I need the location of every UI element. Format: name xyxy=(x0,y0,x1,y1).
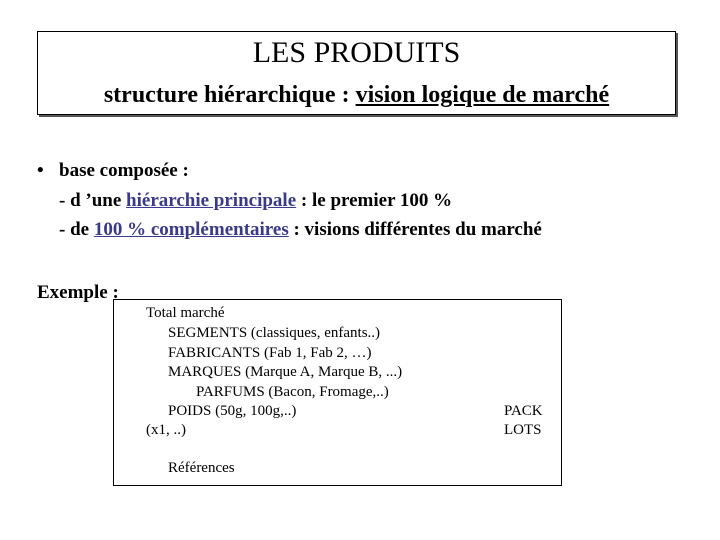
example-box xyxy=(113,299,562,486)
subtitle-prefix: structure hiérarchique : xyxy=(103,82,356,108)
complementaires-link[interactable]: 100 % complémentaires xyxy=(93,219,289,240)
line2-prefix: - de xyxy=(59,219,94,240)
title-box xyxy=(37,31,676,115)
hierarchie-principale-link[interactable]: hiérarchie principale xyxy=(126,190,297,211)
example-line: FABRICANTS (Fab 1, Fab 2, …) xyxy=(168,345,372,361)
subtitle-underlined: vision logique de marché xyxy=(355,82,610,108)
example-label: Exemple : xyxy=(37,282,119,303)
example-line: MARQUES (Marque A, Marque B, ...) xyxy=(168,364,403,380)
line1-suffix: : le premier 100 % xyxy=(296,190,453,211)
line2-suffix: : visions différentes du marché xyxy=(288,219,542,240)
example-line: PARFUMS (Bacon, Fromage,..) xyxy=(196,384,389,400)
example-line: Références xyxy=(168,460,235,476)
example-line: (x1, ..) xyxy=(146,422,186,438)
example-line: SEGMENTS (classiques, enfants..) xyxy=(168,325,381,341)
bullet-line-1 xyxy=(59,190,452,212)
line1-prefix: - d ’une xyxy=(59,190,127,211)
page-title: LES PRODUITS xyxy=(252,36,461,69)
bullet-marker: • xyxy=(37,160,44,181)
example-line: Total marché xyxy=(146,305,225,321)
bullet-main: base composée : xyxy=(59,160,189,181)
page-subtitle xyxy=(38,82,675,109)
example-line: POIDS (50g, 100g,..) xyxy=(168,403,297,419)
bullet-line-2 xyxy=(59,219,542,241)
side-label-pack: PACK xyxy=(504,403,543,419)
side-label-lots: LOTS xyxy=(504,422,542,438)
